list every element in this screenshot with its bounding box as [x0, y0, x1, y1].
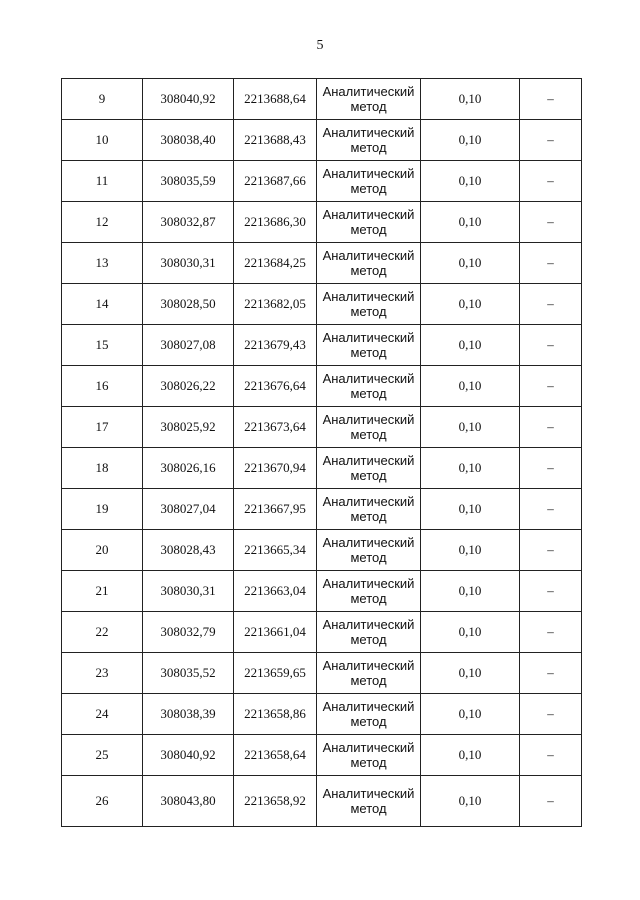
y-coordinate-cell: 2213687,66	[234, 161, 317, 202]
point-number-cell: 26	[62, 776, 143, 827]
method-cell	[317, 776, 421, 827]
method-line-2: метод	[350, 714, 387, 729]
note-cell: –	[520, 653, 582, 694]
y-coordinate-cell: 2213658,92	[234, 776, 317, 827]
table-row	[62, 776, 582, 827]
x-coordinate-cell: 308032,79	[143, 612, 234, 653]
error-cell: 0,10	[421, 161, 520, 202]
method-line-1: Аналитический	[322, 207, 415, 222]
table-row	[62, 366, 582, 407]
method-line-2: метод	[350, 386, 387, 401]
note-cell: –	[520, 407, 582, 448]
coordinates-table	[61, 78, 582, 827]
error-cell: 0,10	[421, 243, 520, 284]
y-coordinate-cell: 2213665,34	[234, 530, 317, 571]
method-line-2: метод	[350, 801, 387, 816]
method-cell	[317, 653, 421, 694]
point-number-cell: 23	[62, 653, 143, 694]
method-cell	[317, 202, 421, 243]
point-number-cell: 16	[62, 366, 143, 407]
table-row	[62, 448, 582, 489]
method-cell	[317, 325, 421, 366]
method-line-2: метод	[350, 345, 387, 360]
x-coordinate-cell: 308026,16	[143, 448, 234, 489]
note-cell: –	[520, 694, 582, 735]
error-cell: 0,10	[421, 694, 520, 735]
method-cell	[317, 407, 421, 448]
method-line-2: метод	[350, 263, 387, 278]
method-cell	[317, 489, 421, 530]
note-cell: –	[520, 366, 582, 407]
method-line-2: метод	[350, 99, 387, 114]
point-number-cell: 11	[62, 161, 143, 202]
method-line-1: Аналитический	[322, 535, 415, 550]
method-cell	[317, 530, 421, 571]
x-coordinate-cell: 308035,59	[143, 161, 234, 202]
point-number-cell: 24	[62, 694, 143, 735]
y-coordinate-cell: 2213667,95	[234, 489, 317, 530]
point-number-cell: 17	[62, 407, 143, 448]
note-cell: –	[520, 776, 582, 827]
note-cell: –	[520, 735, 582, 776]
note-cell: –	[520, 612, 582, 653]
method-cell	[317, 448, 421, 489]
x-coordinate-cell: 308030,31	[143, 571, 234, 612]
method-line-1: Аналитический	[322, 371, 415, 386]
table-row	[62, 694, 582, 735]
y-coordinate-cell: 2213658,86	[234, 694, 317, 735]
table-row	[62, 530, 582, 571]
x-coordinate-cell: 308025,92	[143, 407, 234, 448]
x-coordinate-cell: 308043,80	[143, 776, 234, 827]
note-cell: –	[520, 79, 582, 120]
method-line-1: Аналитический	[322, 576, 415, 591]
table-row	[62, 161, 582, 202]
note-cell: –	[520, 448, 582, 489]
y-coordinate-cell: 2213679,43	[234, 325, 317, 366]
method-line-2: метод	[350, 427, 387, 442]
method-line-2: метод	[350, 550, 387, 565]
method-line-1: Аналитический	[322, 166, 415, 181]
point-number-cell: 21	[62, 571, 143, 612]
point-number-cell: 19	[62, 489, 143, 530]
note-cell: –	[520, 161, 582, 202]
point-number-cell: 22	[62, 612, 143, 653]
note-cell: –	[520, 489, 582, 530]
point-number-cell: 18	[62, 448, 143, 489]
method-line-1: Аналитический	[322, 453, 415, 468]
method-cell	[317, 161, 421, 202]
y-coordinate-cell: 2213670,94	[234, 448, 317, 489]
method-line-1: Аналитический	[322, 330, 415, 345]
method-cell	[317, 694, 421, 735]
y-coordinate-cell: 2213686,30	[234, 202, 317, 243]
x-coordinate-cell: 308030,31	[143, 243, 234, 284]
y-coordinate-cell: 2213676,64	[234, 366, 317, 407]
table-row	[62, 407, 582, 448]
error-cell: 0,10	[421, 612, 520, 653]
method-cell	[317, 735, 421, 776]
method-line-2: метод	[350, 591, 387, 606]
table-row	[62, 489, 582, 530]
method-cell	[317, 366, 421, 407]
error-cell: 0,10	[421, 79, 520, 120]
note-cell: –	[520, 571, 582, 612]
table-body	[62, 79, 582, 827]
method-line-2: метод	[350, 755, 387, 770]
point-number-cell: 14	[62, 284, 143, 325]
error-cell: 0,10	[421, 448, 520, 489]
table-row	[62, 120, 582, 161]
x-coordinate-cell: 308028,43	[143, 530, 234, 571]
y-coordinate-cell: 2213661,04	[234, 612, 317, 653]
note-cell: –	[520, 325, 582, 366]
error-cell: 0,10	[421, 366, 520, 407]
y-coordinate-cell: 2213684,25	[234, 243, 317, 284]
method-line-2: метод	[350, 468, 387, 483]
method-line-1: Аналитический	[322, 494, 415, 509]
method-line-1: Аналитический	[322, 617, 415, 632]
x-coordinate-cell: 308040,92	[143, 79, 234, 120]
error-cell: 0,10	[421, 653, 520, 694]
table-row	[62, 202, 582, 243]
method-line-2: метод	[350, 304, 387, 319]
note-cell: –	[520, 243, 582, 284]
error-cell: 0,10	[421, 202, 520, 243]
table-row	[62, 79, 582, 120]
method-line-1: Аналитический	[322, 248, 415, 263]
method-line-1: Аналитический	[322, 658, 415, 673]
point-number-cell: 25	[62, 735, 143, 776]
table-row	[62, 735, 582, 776]
table-row	[62, 325, 582, 366]
y-coordinate-cell: 2213688,64	[234, 79, 317, 120]
table-row	[62, 284, 582, 325]
method-cell	[317, 284, 421, 325]
error-cell: 0,10	[421, 489, 520, 530]
method-line-1: Аналитический	[322, 125, 415, 140]
x-coordinate-cell: 308028,50	[143, 284, 234, 325]
point-number-cell: 9	[62, 79, 143, 120]
point-number-cell: 10	[62, 120, 143, 161]
error-cell: 0,10	[421, 284, 520, 325]
x-coordinate-cell: 308026,22	[143, 366, 234, 407]
method-cell	[317, 79, 421, 120]
point-number-cell: 20	[62, 530, 143, 571]
note-cell: –	[520, 202, 582, 243]
x-coordinate-cell: 308027,08	[143, 325, 234, 366]
method-line-1: Аналитический	[322, 699, 415, 714]
x-coordinate-cell: 308038,39	[143, 694, 234, 735]
method-line-2: метод	[350, 222, 387, 237]
method-line-2: метод	[350, 673, 387, 688]
method-line-1: Аналитический	[322, 412, 415, 427]
error-cell: 0,10	[421, 120, 520, 161]
method-line-2: метод	[350, 140, 387, 155]
error-cell: 0,10	[421, 325, 520, 366]
method-cell	[317, 120, 421, 161]
table-row	[62, 243, 582, 284]
error-cell: 0,10	[421, 735, 520, 776]
error-cell: 0,10	[421, 407, 520, 448]
method-line-1: Аналитический	[322, 84, 415, 99]
method-line-2: метод	[350, 509, 387, 524]
method-cell	[317, 571, 421, 612]
note-cell: –	[520, 530, 582, 571]
y-coordinate-cell: 2213688,43	[234, 120, 317, 161]
table-row	[62, 612, 582, 653]
method-line-1: Аналитический	[322, 786, 415, 801]
error-cell: 0,10	[421, 571, 520, 612]
note-cell: –	[520, 284, 582, 325]
error-cell: 0,10	[421, 776, 520, 827]
error-cell: 0,10	[421, 530, 520, 571]
method-cell	[317, 612, 421, 653]
point-number-cell: 12	[62, 202, 143, 243]
note-cell: –	[520, 120, 582, 161]
method-cell	[317, 243, 421, 284]
method-line-2: метод	[350, 632, 387, 647]
method-line-1: Аналитический	[322, 740, 415, 755]
x-coordinate-cell: 308032,87	[143, 202, 234, 243]
table-row	[62, 571, 582, 612]
page-number: 5	[316, 38, 324, 53]
y-coordinate-cell: 2213659,65	[234, 653, 317, 694]
x-coordinate-cell: 308027,04	[143, 489, 234, 530]
table-row	[62, 653, 582, 694]
y-coordinate-cell: 2213658,64	[234, 735, 317, 776]
point-number-cell: 15	[62, 325, 143, 366]
point-number-cell: 13	[62, 243, 143, 284]
x-coordinate-cell: 308038,40	[143, 120, 234, 161]
y-coordinate-cell: 2213663,04	[234, 571, 317, 612]
x-coordinate-cell: 308035,52	[143, 653, 234, 694]
method-line-2: метод	[350, 181, 387, 196]
y-coordinate-cell: 2213682,05	[234, 284, 317, 325]
y-coordinate-cell: 2213673,64	[234, 407, 317, 448]
x-coordinate-cell: 308040,92	[143, 735, 234, 776]
method-line-1: Аналитический	[322, 289, 415, 304]
